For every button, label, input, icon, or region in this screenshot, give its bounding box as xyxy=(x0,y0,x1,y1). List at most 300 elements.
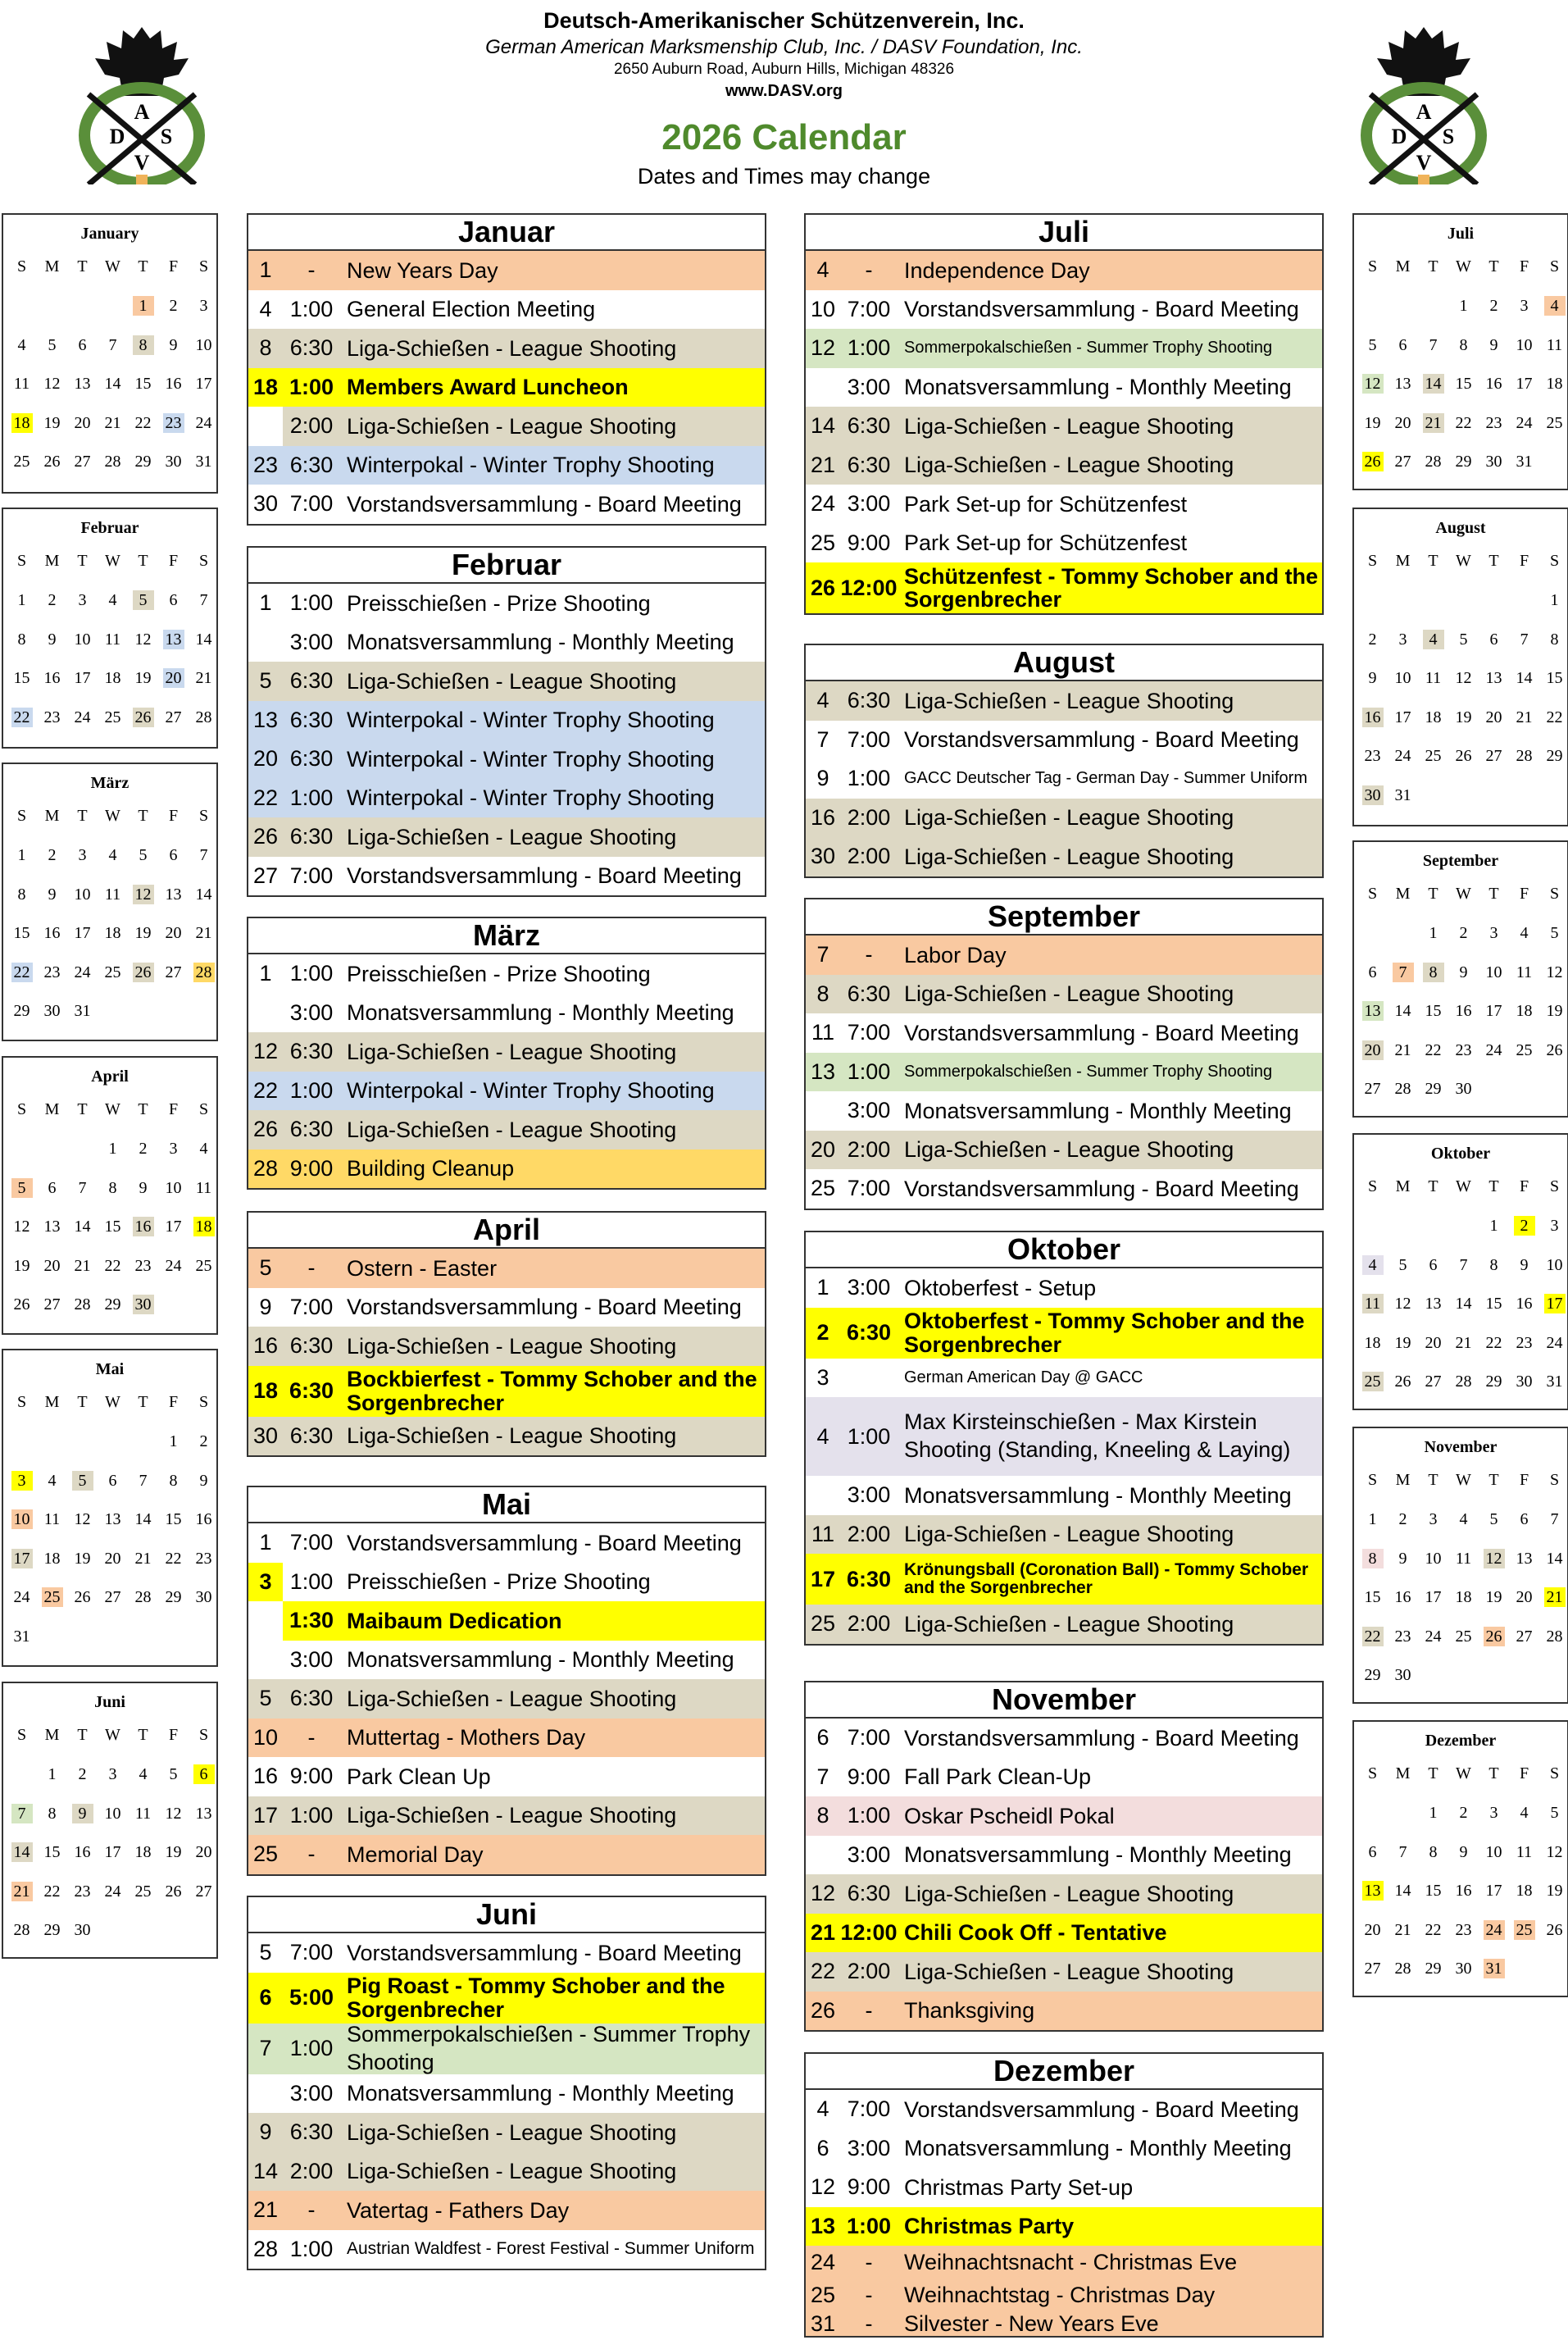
mini-day-cell xyxy=(37,1794,67,1833)
mini-day-cell xyxy=(98,1755,128,1795)
mini-day-cell xyxy=(1509,698,1539,737)
mini-day-number: 2 xyxy=(1459,1804,1468,1823)
event-time: 12:00 xyxy=(840,1919,898,1945)
mini-day-number: 16 xyxy=(1362,708,1384,727)
mini-day-cell xyxy=(37,1423,67,1462)
event-row xyxy=(248,1032,765,1072)
mini-month-grid xyxy=(7,1383,216,1656)
mini-day-cell xyxy=(158,287,189,326)
mini-day-cell xyxy=(67,287,98,326)
mini-day-number: 22 xyxy=(104,1256,121,1275)
mini-day-number: 20 xyxy=(1362,1040,1384,1060)
mini-day-cell xyxy=(1357,992,1388,1031)
event-time: - xyxy=(865,2310,873,2336)
mini-day-number: 4 xyxy=(108,846,117,865)
event-day: 9 xyxy=(259,1294,272,1319)
mini-day-cell xyxy=(128,620,158,659)
mini-day-cell xyxy=(1448,1910,1479,1950)
mini-calendar-january xyxy=(2,213,218,494)
mini-day-number: 13 xyxy=(1516,1549,1533,1568)
mini-day-cell xyxy=(1479,1285,1509,1324)
event-description: Sommerpokalschießen - Summer Trophy Shooting xyxy=(904,1062,1273,1081)
mini-day-number: 19 xyxy=(1546,1002,1563,1021)
mini-day-cell xyxy=(128,659,158,699)
event-time: - xyxy=(307,257,316,283)
mini-day-cell xyxy=(1418,1950,1448,1989)
event-time: 6:30 xyxy=(289,2119,334,2145)
mini-day-cell xyxy=(1509,1207,1539,1246)
mini-day-number: 27 xyxy=(1394,453,1411,471)
event-description: Liga-Schießen - League Shooting xyxy=(347,1333,677,1359)
mini-day-cell xyxy=(1418,953,1448,992)
mini-day-number: 3 xyxy=(108,1765,117,1784)
mini-day-cell xyxy=(7,620,37,659)
event-description: Vorstandsversammlung - Board Meeting xyxy=(347,491,742,517)
mini-day-number: 14 xyxy=(104,375,121,394)
mini-day-cell xyxy=(1448,1070,1479,1109)
event-row xyxy=(806,1308,1322,1359)
mini-day-number: 31 xyxy=(195,453,212,471)
weekday-header: S xyxy=(16,1393,27,1412)
mini-day-number: 11 xyxy=(1425,669,1442,688)
mini-day-number xyxy=(163,1627,184,1646)
event-description: Vorstandsversammlung - Board Meeting xyxy=(347,1940,742,1965)
mini-day-number: 10 xyxy=(1394,669,1411,688)
event-description: Liga-Schießen - League Shooting xyxy=(347,2119,677,2145)
mini-day-cell xyxy=(37,914,67,954)
mini-day-number: 7 xyxy=(1550,1510,1559,1529)
event-time: 7:00 xyxy=(847,726,891,752)
mini-day-cell xyxy=(1357,1245,1388,1285)
event-time: 6:30 xyxy=(289,707,334,732)
event-time: 6:30 xyxy=(289,1333,334,1359)
mini-day-number: 20 xyxy=(1516,1588,1533,1607)
weekday-header: M xyxy=(44,257,60,276)
mini-day-number: 17 xyxy=(1425,1588,1442,1607)
mini-day-number: 15 xyxy=(134,375,152,394)
mini-day-number: 2 xyxy=(78,1765,87,1784)
weekday-header: S xyxy=(16,1100,27,1119)
event-row xyxy=(806,524,1322,563)
month-table-juli xyxy=(804,213,1324,615)
mini-day-number: 8 xyxy=(17,885,26,904)
month-table-september xyxy=(804,898,1324,1210)
mini-day-number: 19 xyxy=(1485,1588,1502,1607)
mini-day-number: 16 xyxy=(43,669,61,688)
mini-day-cell xyxy=(37,1755,67,1795)
mini-day-number: 4 xyxy=(199,1140,208,1159)
event-time: 7:00 xyxy=(847,1725,891,1750)
mini-day-cell xyxy=(128,1208,158,1247)
mini-day-number: 28 xyxy=(74,1295,91,1314)
mini-day-cell xyxy=(1418,1910,1448,1950)
event-day: 24 xyxy=(810,491,836,517)
event-description: Oskar Pscheidl Pokal xyxy=(904,1803,1115,1828)
mini-day-cell xyxy=(37,1208,67,1247)
event-row xyxy=(248,740,765,779)
mini-day-number: 6 xyxy=(1429,1255,1438,1274)
mini-day-cell xyxy=(1448,1031,1479,1070)
weekday-header: S xyxy=(16,552,27,571)
mini-day-cell xyxy=(37,326,67,365)
mini-day-number: 9 xyxy=(1459,1842,1468,1861)
mini-day-number: 18 xyxy=(11,413,33,433)
event-day: 18 xyxy=(252,374,279,399)
mini-day-cell xyxy=(1539,1950,1568,1989)
event-time: 1:00 xyxy=(847,766,891,791)
mini-day-number: 9 xyxy=(48,630,57,649)
mini-day-cell xyxy=(128,1130,158,1169)
event-day: 30 xyxy=(810,844,836,869)
mini-day-number: 24 xyxy=(165,1256,182,1275)
weekday-header: S xyxy=(1367,1177,1378,1196)
mini-day-number: 10 xyxy=(74,885,91,904)
event-row xyxy=(806,2207,1322,2247)
event-description: Austrian Waldfest - Forest Festival - Summer Uniform xyxy=(347,2239,755,2259)
event-time: - xyxy=(865,257,873,283)
mini-day-number: 5 xyxy=(1398,1255,1407,1274)
mini-day-number: 6 xyxy=(169,846,178,865)
mini-day-cell xyxy=(37,581,67,621)
mini-day-cell xyxy=(37,1833,67,1873)
mini-day-cell xyxy=(1479,1031,1509,1070)
mini-day-cell xyxy=(7,326,37,365)
weekday-header: W xyxy=(105,552,120,571)
mini-day-number: 22 xyxy=(1455,413,1472,432)
mini-day-number: 29 xyxy=(1546,747,1563,766)
mini-day-number: 23 xyxy=(1364,747,1381,766)
mini-day-cell xyxy=(67,1500,98,1540)
mini-day-cell xyxy=(1357,443,1388,482)
event-description: Liga-Schießen - League Shooting xyxy=(904,1522,1234,1547)
event-time: 6:30 xyxy=(289,1117,334,1142)
mini-day-cell xyxy=(1539,620,1568,659)
mini-day-cell xyxy=(98,1208,128,1247)
mini-day-cell xyxy=(1539,326,1568,365)
mini-day-number: 22 xyxy=(11,963,33,982)
mini-day-cell xyxy=(189,1872,219,1911)
mini-day-number: 19 xyxy=(1546,1882,1563,1901)
event-description: Vorstandsversammlung - Board Meeting xyxy=(904,297,1299,322)
mini-day-cell xyxy=(7,1872,37,1911)
event-day: 12 xyxy=(810,2174,836,2200)
mini-day-cell xyxy=(189,1500,219,1540)
mini-day-number: 28 xyxy=(134,1588,152,1607)
event-row xyxy=(806,2090,1322,2129)
event-description: Christmas Party Set-up xyxy=(904,2174,1134,2200)
event-time xyxy=(840,1359,898,1398)
weekday-header: S xyxy=(1367,257,1378,276)
event-day: 24 xyxy=(810,2249,836,2274)
event-day xyxy=(248,1601,283,1641)
mini-day-cell xyxy=(189,443,219,482)
mini-day-cell xyxy=(67,698,98,737)
mini-day-cell xyxy=(128,1246,158,1286)
mini-day-number: 29 xyxy=(1364,1666,1381,1685)
weekday-header: W xyxy=(1456,885,1471,904)
mini-day-number: 23 xyxy=(163,413,184,433)
mini-day-number: 8 xyxy=(1362,1549,1384,1568)
event-row xyxy=(806,975,1322,1014)
mini-day-number: 30 xyxy=(133,1295,154,1314)
mini-calendar-november xyxy=(1352,1427,1568,1704)
mini-day-cell xyxy=(98,1286,128,1325)
mini-day-number: 6 xyxy=(78,335,87,354)
mini-day-number: 22 xyxy=(165,1549,182,1568)
event-time: 9:00 xyxy=(847,530,891,555)
event-row xyxy=(248,817,765,857)
weekday-header: M xyxy=(44,1726,60,1745)
mini-day-cell xyxy=(1479,403,1509,443)
mini-day-number: 1 xyxy=(1489,1217,1498,1236)
mini-day-cell xyxy=(7,1246,37,1286)
weekday-header: F xyxy=(168,552,179,571)
event-description: Oktoberfest - Tommy Schober and the Sorgenbrecher xyxy=(904,1309,1305,1357)
event-row xyxy=(248,1641,765,1680)
mini-day-number: 9 xyxy=(1489,335,1498,354)
mini-day-cell xyxy=(128,1286,158,1325)
event-row xyxy=(806,1053,1322,1092)
event-description: German American Day @ GACC xyxy=(904,1368,1143,1386)
mini-day-number: 18 xyxy=(1546,375,1563,394)
event-time: 1:00 xyxy=(289,785,334,810)
weekday-header: M xyxy=(44,552,60,571)
mini-day-number: 21 xyxy=(1455,1333,1472,1352)
event-day: 12 xyxy=(252,1039,279,1064)
mini-day-cell xyxy=(67,1794,98,1833)
event-description: Vorstandsversammlung - Board Meeting xyxy=(904,727,1299,753)
mini-day-number: 5 xyxy=(139,846,148,865)
mini-day-cell xyxy=(98,953,128,992)
mini-month-title: April xyxy=(91,1068,129,1086)
mini-day-cell xyxy=(158,1794,189,1833)
mini-day-cell xyxy=(7,1461,37,1500)
mini-month-grid xyxy=(1357,1461,1567,1695)
mini-day-number: 13 xyxy=(43,1218,61,1236)
event-time: 6:30 xyxy=(289,824,334,849)
month-title: August xyxy=(806,645,1322,681)
mini-day-cell xyxy=(1509,1872,1539,1911)
mini-day-number xyxy=(72,1139,93,1159)
mini-calendar-august xyxy=(1352,508,1568,826)
mini-day-number: 2 xyxy=(199,1432,208,1451)
event-description: Monatsversammlung - Monthly Meeting xyxy=(904,2136,1292,2161)
mini-day-cell xyxy=(37,1500,67,1540)
mini-day-cell xyxy=(1388,1245,1418,1285)
mini-day-cell xyxy=(1479,1070,1509,1109)
mini-day-number: 20 xyxy=(74,413,91,432)
weekday-header: F xyxy=(1519,1764,1529,1783)
mini-day-number xyxy=(1514,1079,1535,1099)
mini-day-cell xyxy=(98,287,128,326)
weekday-header: S xyxy=(1549,257,1560,276)
mini-day-cell xyxy=(1509,1656,1539,1696)
event-time: - xyxy=(307,2197,316,2223)
event-description: Maibaum Dedication xyxy=(347,1608,562,1633)
mini-day-cell xyxy=(1448,1617,1479,1656)
mini-day-cell xyxy=(7,581,37,621)
mini-day-cell xyxy=(67,914,98,954)
mini-day-number: 13 xyxy=(1362,1881,1384,1901)
weekday-header: F xyxy=(1519,257,1529,276)
event-description: Schützenfest - Tommy Schober and the Sorgenbrecher xyxy=(904,563,1319,612)
mini-day-cell xyxy=(1418,1031,1448,1070)
mini-day-cell xyxy=(1448,914,1479,954)
mini-day-number: 6 xyxy=(48,1178,57,1197)
event-day xyxy=(248,407,283,446)
mini-day-cell xyxy=(67,1130,98,1169)
event-day: 1 xyxy=(259,590,272,616)
event-description: Christmas Party xyxy=(904,2214,1075,2239)
event-row xyxy=(806,1836,1322,1875)
mini-day-cell xyxy=(1509,737,1539,776)
event-description: Winterpokal - Winter Trophy Shooting xyxy=(347,1078,715,1104)
event-day: 25 xyxy=(252,1841,279,1867)
mini-day-number: 29 xyxy=(104,1295,121,1314)
event-day xyxy=(806,1476,840,1515)
mini-day-number: 26 xyxy=(1455,747,1472,766)
mini-day-number: 29 xyxy=(134,453,152,471)
mini-day-cell xyxy=(1418,1245,1448,1285)
event-time: 6:30 xyxy=(847,1881,891,1906)
event-description: Monatsversammlung - Monthly Meeting xyxy=(347,2081,734,2106)
mini-day-cell xyxy=(37,443,67,482)
event-day: 10 xyxy=(810,296,836,321)
event-day xyxy=(806,1836,840,1875)
event-time: 3:00 xyxy=(847,1098,891,1123)
weekday-header: S xyxy=(198,807,209,826)
event-day: 4 xyxy=(816,2096,829,2122)
mini-day-cell xyxy=(1448,659,1479,699)
event-row xyxy=(248,290,765,330)
mini-day-number: 25 xyxy=(134,1882,152,1901)
mini-day-cell xyxy=(7,1130,37,1169)
org-url[interactable]: www.DASV.org xyxy=(725,82,843,100)
mini-day-number: 3 xyxy=(199,297,208,316)
mini-day-cell xyxy=(1388,1617,1418,1656)
weekday-header: T xyxy=(77,1100,88,1119)
event-row xyxy=(806,1952,1322,1992)
mini-day-cell xyxy=(128,698,158,737)
weekday-header: T xyxy=(77,1726,88,1745)
mini-day-number: 25 xyxy=(195,1256,212,1275)
event-row xyxy=(248,1933,765,1973)
mini-day-number: 29 xyxy=(165,1588,182,1607)
mini-day-number: 18 xyxy=(1516,1002,1533,1021)
mini-day-number xyxy=(193,1001,215,1021)
mini-day-cell xyxy=(37,992,67,1031)
event-day: 30 xyxy=(252,491,279,517)
event-row xyxy=(248,1835,765,1874)
event-row xyxy=(806,1268,1322,1308)
mini-day-number: 26 xyxy=(1362,452,1384,471)
mini-day-number: 11 xyxy=(134,1804,152,1823)
mini-day-cell xyxy=(189,620,219,659)
mini-day-cell xyxy=(37,698,67,737)
mini-day-number: 17 xyxy=(195,375,212,394)
mini-day-number xyxy=(1453,785,1475,805)
mini-day-cell xyxy=(128,1168,158,1208)
event-day: 7 xyxy=(816,942,829,967)
weekday-header: F xyxy=(1519,552,1529,571)
event-description: Memorial Day xyxy=(347,1841,484,1867)
mini-day-cell xyxy=(98,403,128,443)
mini-calendar-mai xyxy=(2,1349,218,1667)
mini-day-number: 31 xyxy=(74,1002,91,1021)
event-description: Liga-Schießen - League Shooting xyxy=(904,981,1234,1007)
mini-day-number: 18 xyxy=(134,1843,152,1862)
mini-day-cell xyxy=(1388,1031,1418,1070)
mini-day-number: 4 xyxy=(1423,630,1444,649)
mini-day-number: 15 xyxy=(1364,1588,1381,1607)
month-table-dezember xyxy=(804,2052,1324,2338)
event-description: Muttertag - Mothers Day xyxy=(347,1725,586,1750)
mini-day-number: 21 xyxy=(1516,708,1533,726)
mini-day-number xyxy=(133,1432,154,1451)
mini-day-number: 22 xyxy=(1362,1627,1384,1646)
event-description: Liga-Schießen - League Shooting xyxy=(904,1611,1234,1637)
mini-day-cell xyxy=(158,1578,189,1618)
event-day: 21 xyxy=(252,2197,279,2223)
event-day: 26 xyxy=(810,1997,836,2023)
event-time: 6:30 xyxy=(289,1686,334,1711)
mini-day-cell xyxy=(1388,1872,1418,1911)
mini-day-cell xyxy=(98,992,128,1031)
mini-day-number xyxy=(1484,785,1505,805)
mini-day-number: 26 xyxy=(43,453,61,471)
mini-day-number xyxy=(42,1432,63,1451)
mini-day-cell xyxy=(1388,1323,1418,1363)
event-time: 9:00 xyxy=(289,1155,334,1181)
mini-day-number: 18 xyxy=(1516,1882,1533,1901)
weekday-header: T xyxy=(138,552,148,571)
event-time: - xyxy=(865,942,873,967)
mini-day-cell xyxy=(1479,365,1509,404)
mini-day-number: 8 xyxy=(1423,963,1444,982)
mini-day-number: 31 xyxy=(1546,1373,1563,1391)
mini-day-cell xyxy=(1448,287,1479,326)
mini-day-cell xyxy=(1539,1245,1568,1285)
mini-day-number: 23 xyxy=(43,708,61,726)
mini-day-cell xyxy=(1448,365,1479,404)
mini-day-number: 13 xyxy=(1394,375,1411,394)
mini-day-number: 5 xyxy=(48,335,57,354)
mini-day-cell xyxy=(98,1246,128,1286)
event-time: 6:30 xyxy=(289,335,334,361)
mini-day-cell xyxy=(1357,1617,1388,1656)
mini-day-cell xyxy=(1418,1070,1448,1109)
mini-day-cell xyxy=(1509,1285,1539,1324)
event-day: 11 xyxy=(811,1020,835,1045)
mini-day-cell xyxy=(1357,287,1388,326)
mini-day-cell xyxy=(158,581,189,621)
mini-day-cell xyxy=(1418,1578,1448,1618)
mini-day-cell xyxy=(158,698,189,737)
mini-day-cell xyxy=(1388,620,1418,659)
mini-day-cell xyxy=(189,326,219,365)
mini-day-number: 29 xyxy=(1455,453,1472,471)
mini-day-number: 10 xyxy=(1546,1255,1563,1274)
mini-day-number: 24 xyxy=(1546,1333,1563,1352)
mini-day-number: 5 xyxy=(72,1471,93,1491)
mini-day-number: 18 xyxy=(104,669,121,688)
event-time: 3:00 xyxy=(847,491,891,517)
event-day: 20 xyxy=(810,1136,836,1162)
mini-day-cell xyxy=(1357,914,1388,954)
mini-day-number xyxy=(1423,1665,1444,1685)
weekday-header: T xyxy=(1488,257,1499,276)
mini-calendar-april xyxy=(2,1056,218,1335)
